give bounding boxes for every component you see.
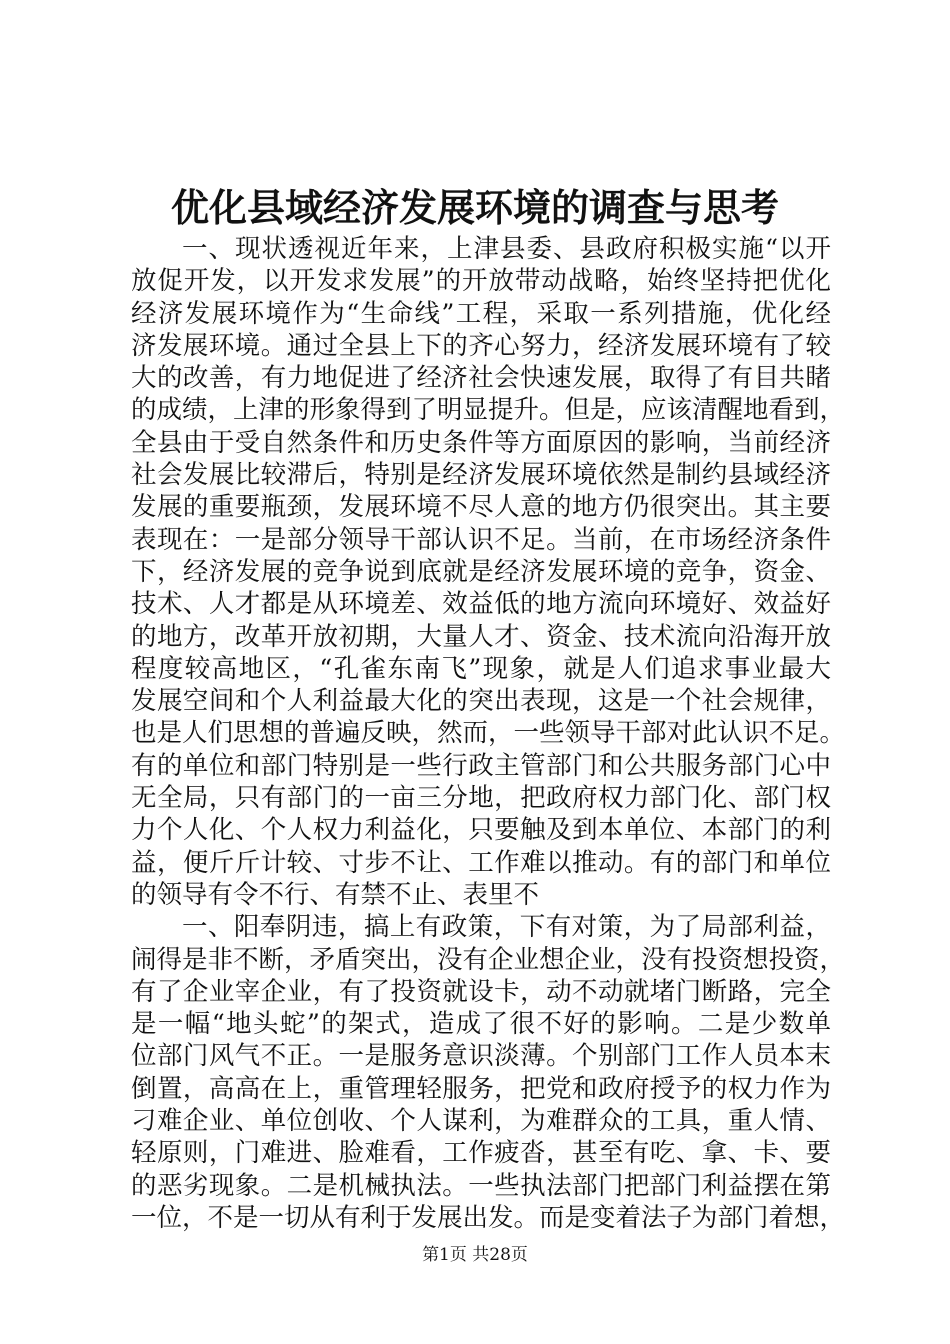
page-number-footer: 第1页 共28页: [422, 1245, 528, 1265]
body-line: 经济发展环境作为“生命线”工程，采取一系列措施，优化经: [131, 298, 831, 329]
body-line: 轻原则，门难进、脸难看，工作疲沓，甚至有吃、拿、卡、要: [131, 1138, 831, 1169]
body-line: 是一幅“地头蛇”的架式，造成了很不好的影响。二是少数单: [131, 1009, 831, 1040]
body-line: 放促开发，以开发求发展”的开放带动战略，始终坚持把优化: [131, 266, 831, 297]
body-line: 技术、人才都是从环境差、效益低的地方流向环境好、效益好: [131, 589, 831, 620]
body-line: 下，经济发展的竞争说到底就是经济发展环境的竞争，资金、: [131, 556, 831, 587]
body-line: 社会发展比较滞后，特别是经济发展环境依然是制约县域经济: [131, 460, 831, 491]
body-line: 程度较高地区，“孔雀东南飞”现象，就是人们追求事业最大: [131, 653, 831, 684]
body-line: 一位，不是一切从有利于发展出发。而是变着法子为部门着想，: [131, 1202, 846, 1233]
body-line: 的地方，改革开放初期，大量人才、资金、技术流向沿海开放: [131, 621, 831, 652]
body-line: 刁难企业、单位创收、个人谋利，为难群众的工具，重人情、: [131, 1106, 831, 1137]
document-title: 优化县域经济发展环境的调查与思考: [170, 185, 779, 230]
body-line: 也是人们思想的普遍反映，然而，一些领导干部对此认识不足。: [131, 718, 846, 749]
body-line: 的恶劣现象。二是机械执法。一些执法部门把部门利益摆在第: [131, 1170, 831, 1201]
body-line: 一、阳奉阴违，搞上有政策，下有对策，为了局部利益，: [182, 912, 831, 943]
body-line: 有的单位和部门特别是一些行政主管部门和公共服务部门心中: [131, 750, 831, 781]
body-line: 益，便斤斤计较、寸步不让、工作难以推动。有的部门和单位: [131, 847, 831, 878]
body-line: 位部门风气不正。一是服务意识淡薄。个别部门工作人员本末: [131, 1041, 831, 1072]
body-line: 力个人化、个人权力利益化，只要触及到本单位、本部门的利: [131, 815, 831, 846]
body-line: 表现在：一是部分领导干部认识不足。当前，在市场经济条件: [131, 524, 831, 555]
body-line: 发展的重要瓶颈，发展环境不尽人意的地方仍很突出。其主要: [131, 492, 831, 523]
body-line: 倒置，高高在上，重管理轻服务，把党和政府授予的权力作为: [131, 1073, 831, 1104]
body-line: 无全局，只有部门的一亩三分地，把政府权力部门化、部门权: [131, 783, 831, 814]
body-line: 的领导有令不行、有禁不止、表里不: [131, 879, 540, 910]
document-body: [131, 233, 846, 1234]
body-line: 全县由于受自然条件和历史条件等方面原因的影响，当前经济: [131, 427, 831, 458]
body-line: 的成绩，上津的形象得到了明显提升。但是，应该清醒地看到，: [131, 395, 846, 426]
body-line: 闹得是非不断，矛盾突出，没有企业想企业，没有投资想投资，: [131, 944, 846, 975]
body-line: 大的改善，有力地促进了经济社会快速发展，取得了有目共睹: [131, 363, 831, 394]
body-line: 发展空间和个人利益最大化的突出表现，这是一个社会规律，: [131, 686, 831, 717]
body-line: 一、现状透视近年来，上津县委、县政府积极实施“以开: [182, 234, 831, 264]
body-line: 济发展环境。通过全县上下的齐心努力，经济发展环境有了较: [131, 330, 831, 361]
body-line: 有了企业宰企业，有了投资就设卡，动不动就堵门断路，完全: [131, 976, 831, 1007]
